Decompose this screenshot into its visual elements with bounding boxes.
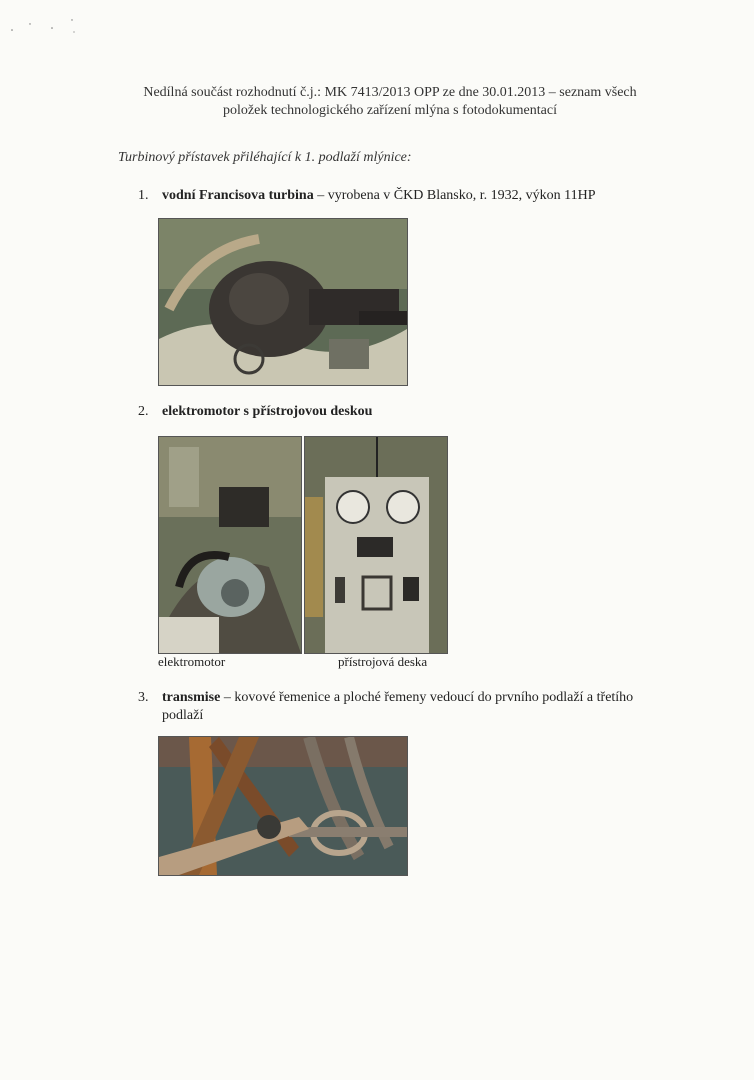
item-description: – kovové řemenice a ploché řemeny vedoucí do prvního podlaží a třetího [220,690,634,705]
motor-photo [158,436,302,654]
caption-motor: elektromotor [158,654,226,669]
item-number: 2. [138,404,149,419]
header-line-1: Nedílná součást rozhodnutí č.j.: MK 7413/2013 OPP ze dne 30.01.2013 – seznam všech [143,85,637,100]
caption-panel: přístrojová deska [338,654,428,669]
item-description: – vyrobena v ČKD Blansko, r. 1932, výkon 11HP [313,188,596,203]
header-line-2: položek technologického zařízení mlýna s fotodokumentací [223,103,557,118]
panel-photo [304,436,448,654]
document-header [100,84,680,120]
item-title: transmise [162,690,221,705]
item-number: 3. [138,690,149,705]
turbine-photo [158,218,408,386]
section-title: Turbinový přístavek přiléhající k 1. podlaží mlýnice: [118,150,412,165]
item-title: vodní Francisova turbina [162,188,314,203]
item-number: 1. [138,188,149,203]
transmission-photo [158,736,408,876]
item-description-continued: podlaží [162,708,204,723]
item-title: elektromotor s přístrojovou deskou [162,404,373,419]
scan-specks [8,10,88,40]
